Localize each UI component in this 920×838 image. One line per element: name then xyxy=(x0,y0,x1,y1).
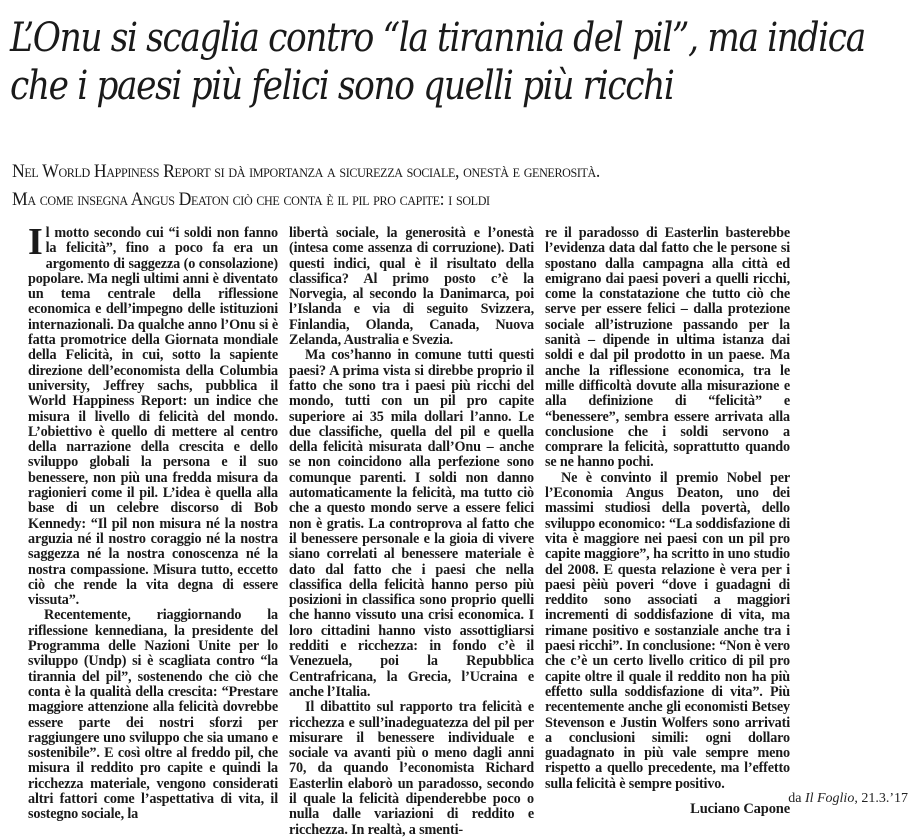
paragraph: Recentemente, riaggiornando la riflessione kennediana, la presidente del Programma delle Nazioni Unite per lo sviluppo (Undp) si è scagliata contro “la tirannia del pil”, sostenendo che ciò che conta è la qualità della crescita: “Prestare maggiore attenzione alla felicità dovrebbe essere parte dei nostri sforzi per raggiungere uno sviluppo che sia umano e sostenibile”. E così oltre al freddo pil, che misura il reddito pro capite e quindi la ricchezza materiale, vengono considerati altri fattori come l’aspettativa di vita, il sostegno sociale, la xyxy=(28,607,278,823)
source-citation xyxy=(788,791,908,807)
source-prefix: da xyxy=(788,791,805,806)
paragraph: l motto secondo cui “i soldi non fanno la felicità”, fino a poco fa era un argomento di saggezza (o consolazione) popolare. Ma negli ultimi anni è diventato un tema centrale della riflessione economica e dell’impegno delle istituzioni internazionali. Da qualche anno l’Onu si è fatta promotrice della Giornata mondiale della Felicità, in cui, sotto la sapiente direzione dell’economista della Columbia university, Jeffrey sachs, pubblica il World Happiness Report: un indice che misura il livello di felicità del mondo. L’obiettivo è quello di mettere al centro della narrazione della crescita e dello sviluppo globali la persona e il suo benessere, non più una fredda misura da ragionieri come il pil. L’idea è quella alla base di un celebre discorso di Bob Kennedy: “Il pil non misura né la nostra arguzia né il nostro coraggio né la nostra saggezza né la nostra conoscenza né la nostra compassione. Misura tutto, eccetto ciò che rende la vita degna di essere vissuta”. xyxy=(28,225,278,609)
column-1 xyxy=(28,221,278,823)
subheadline-line-1: Nel World Happiness Report si dà importanza a sicurezza sociale, onestà e generosità. xyxy=(12,161,600,182)
drop-cap: I xyxy=(28,221,43,263)
column-2 xyxy=(289,226,534,838)
headline xyxy=(10,14,865,110)
headline-line-2: che i paesi più felici sono quelli più ricchi xyxy=(10,63,674,109)
headline-line-1: L’Onu si scaglia contro “la tirannia del pil”, ma indica xyxy=(10,15,865,61)
subheadline xyxy=(12,158,858,214)
paragraph: Il dibattito sul rapporto tra felicità e ricchezza e sull’inadeguatezza del pil per misurare il benessere individuale e sociale va avanti più o meno dagli anni 70, da quando l’economista Richard Easterlin elaborò un paradosso, secondo il quale la felicità dipenderebbe poco o nulla dalle variazioni di reddito e ricchezza. In realtà, a smenti- xyxy=(289,699,534,838)
subheadline-line-2: Ma come insegna Angus Deaton ciò che conta è il pil pro capite: i soldi xyxy=(12,189,490,210)
paragraph: libertà sociale, la generosità e l’onestà (intesa come assenza di corruzione). Dati questi indici, qual è il risultato della classifica? Al primo posto c’è la Norvegia, al secondo la Danimarca, poi l’Islanda e via di seguito Svizzera, Finlandia, Olanda, Canada, Nuova Zelanda, Australia e Svezia. xyxy=(289,225,534,349)
source-publication: Il Foglio xyxy=(804,791,855,806)
byline: Luciano Capone xyxy=(690,800,790,817)
paragraph: Ne è convinto il premio Nobel per l’Economia Angus Deaton, uno dei massimi studiosi della povertà, dello sviluppo economico: “La soddisfazione di vita è maggiore nei paesi con un pil pro capite maggiore”, ha scritto in uno studio del 2008. E questa relazione è vera per i paesi pèiù poveri “dove i guadagni di reddito sono associati a maggiori incrementi di soddisfazione di vita, ma rimane positivo e sostanziale anche tra i paesi ricchi”. In conclusione: “Non è vero che c’è un certo livello critico di pil pro capite oltre il quale il reddito non ha più effetto sulla soddisfazione di vita”. Più recentemente anche gli economisti Betsey Stevenson e Justin Wolfers sono arrivati a conclusioni simili: ogni dollaro guadagnato in più vale sempre meno rispetto a quello precedente, ma l’effetto sulla felicità è sempre positivo. xyxy=(545,469,790,792)
source-date: , 21.3.’17 xyxy=(854,791,908,806)
column-3 xyxy=(545,226,790,817)
paragraph: re il paradosso di Easterlin basterebbe l’evidenza data dal fatto che le persone si spostano dalla campagna alla città ed emigrano dai paesi poveri a quelli ricchi, come la constatazione che tutto ciò che serve per essere felici – dalla protezione sociale all’istruzione passando per la sanità – dipende in ultima istanza dai soldi e dal pil prodotto in un paese. Ma anche la riflessione economica, tra le mille difficoltà dovute alla misurazione e alla definizione di “felicità” e “benessere”, sembra essere arrivata alla conclusione che i soldi servono a comprare la felicità, soprattutto quando se ne hanno pochi. xyxy=(545,225,790,471)
paragraph: Ma cos’hanno in comune tutti questi paesi? A prima vista si direbbe proprio il fatto che sono tra i paesi più ricchi del mondo, tutti con un pil pro capite superiore ai 35 mila dollari l’anno. Le due classifiche, quella del pil e quella della felicità misurata dall’Onu – anche se non coincidono alla perfezione sono comunque parenti. I soldi non danno automaticamente la felicità, ma tutto ciò che a questo mondo serve a essere felici non è gratis. La controprova al fatto che il benessere personale e la gioia di vivere siano correlati al benessere materiale è dato dal fatto che i paesi che nella classifica della felicità hanno perso più posizioni in classifica sono proprio quelli che hanno vissuto una crisi economica. I loro cittadini hanno visto assottigliarsi redditi e ricchezza: in fondo c’è il Venezuela, poi la Repubblica Centrafricana, la Grecia, l’Ucraina e anche l’Italia. xyxy=(289,347,534,700)
